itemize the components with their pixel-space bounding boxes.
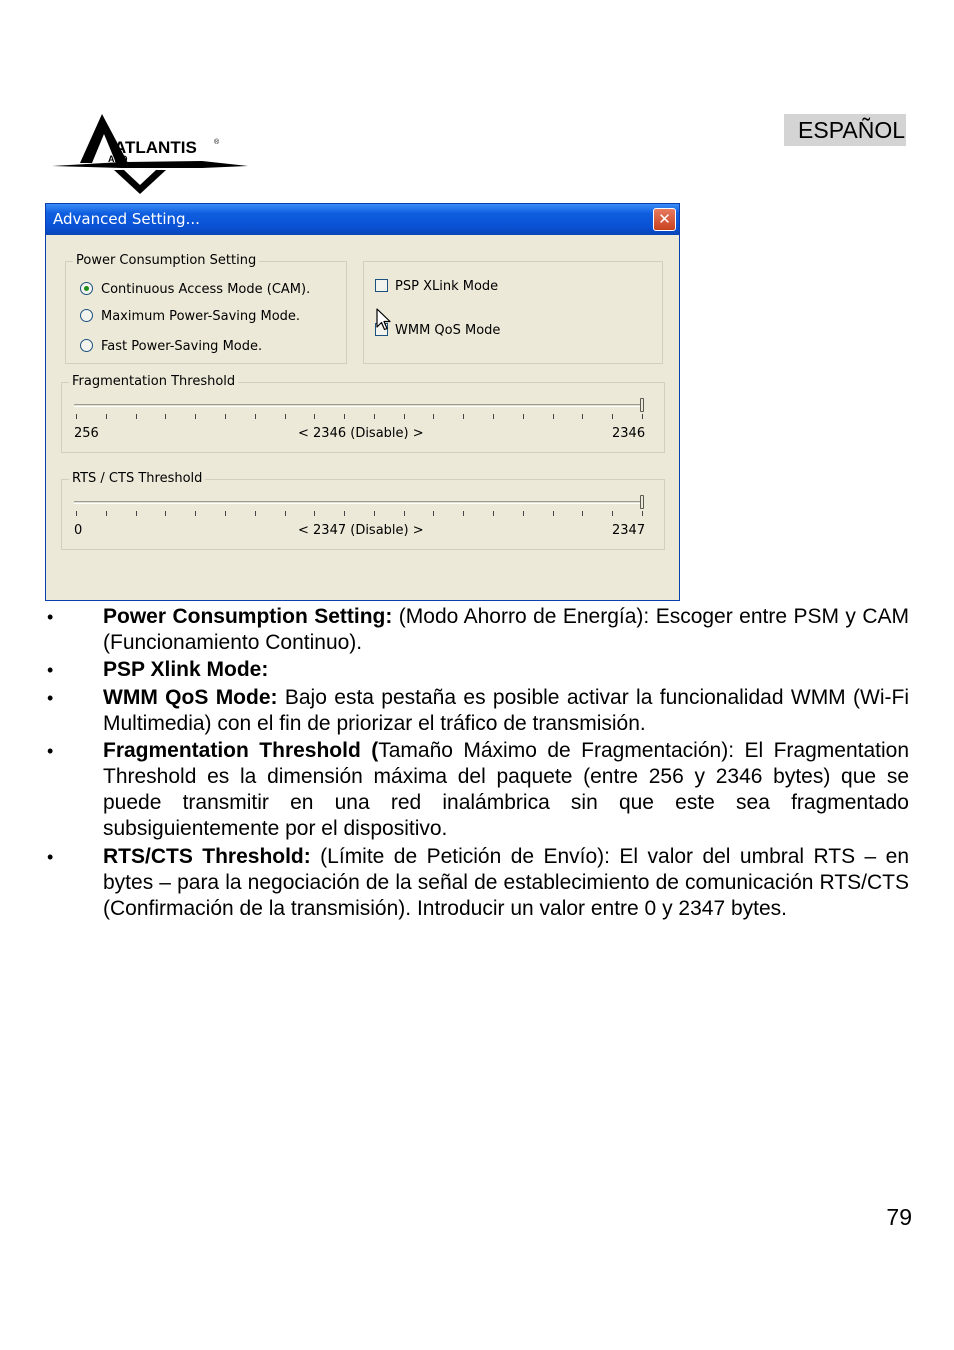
bullet-text: Bajo esta pestaña es posible activar la funcionalidad WMM (Wi-Fi Multimedia) con el fin de priorizar el tráfico de transmisión. <box>103 686 909 735</box>
bullet-title: PSP Xlink Mode: <box>103 658 269 681</box>
bullet-fragmentation <box>47 738 909 842</box>
fragmentation-slider-track[interactable] <box>74 404 644 407</box>
slider-tick <box>314 414 315 419</box>
slider-tick <box>523 511 524 516</box>
bullet-text: Tamaño Máximo de Fragmentación): El Fragmentation Threshold es la dimensión máxima del paquete (entre 256 y 2346 bytes) que se puede transmitir en una red inalámbrica sin que este sea fragmentado subsiguientemente por el dispositivo. <box>103 739 909 840</box>
advanced-setting-dialog <box>45 203 680 601</box>
slider-tick <box>612 511 613 516</box>
checkbox-wmm-qos-label: WMM QoS Mode <box>395 323 501 338</box>
bullet-wmm-qos <box>47 685 909 737</box>
rts-min: 0 <box>74 523 83 538</box>
slider-tick <box>76 414 77 419</box>
slider-tick <box>642 511 643 516</box>
fragmentation-legend: Fragmentation Threshold <box>69 374 238 389</box>
checkbox-psp-xlink[interactable] <box>375 279 498 294</box>
bullet-rts-cts <box>47 844 909 922</box>
bullet-power-consumption <box>47 604 910 656</box>
bullet-icon: • <box>47 607 54 627</box>
rts-current: < 2347 (Disable) > <box>298 523 424 538</box>
slider-tick <box>493 414 494 419</box>
slider-tick <box>493 511 494 516</box>
radio-fast-psm[interactable] <box>80 339 262 354</box>
bullet-icon: • <box>47 688 54 708</box>
slider-tick <box>136 414 137 419</box>
bullet-psp-xlink <box>47 657 909 683</box>
slider-tick <box>523 414 524 419</box>
atlantis-logo <box>52 108 250 200</box>
bullet-title: RTS/CTS Threshold: <box>103 845 311 868</box>
slider-tick <box>76 511 77 516</box>
rts-cts-legend: RTS / CTS Threshold <box>69 471 205 486</box>
slider-tick <box>433 511 434 516</box>
slider-tick <box>195 414 196 419</box>
radio-unselected-icon <box>80 309 93 322</box>
radio-cam[interactable] <box>80 282 310 297</box>
fragmentation-current: < 2346 (Disable) > <box>298 426 424 441</box>
mode-group <box>363 261 663 364</box>
bullet-icon: • <box>47 660 54 680</box>
slider-tick <box>582 511 583 516</box>
slider-tick <box>285 511 286 516</box>
rts-slider-track[interactable] <box>74 501 644 504</box>
rts-slider-thumb[interactable] <box>640 495 644 509</box>
slider-tick <box>106 414 107 419</box>
slider-tick <box>404 511 405 516</box>
slider-tick <box>553 511 554 516</box>
slider-tick <box>225 414 226 419</box>
slider-tick <box>255 414 256 419</box>
slider-tick <box>225 511 226 516</box>
language-label: ESPAÑOL <box>784 114 906 146</box>
slider-tick <box>165 414 166 419</box>
fragmentation-min: 256 <box>74 426 99 441</box>
power-consumption-legend: Power Consumption Setting <box>73 253 259 268</box>
slider-tick <box>612 414 613 419</box>
fragmentation-slider-thumb[interactable] <box>640 398 644 412</box>
slider-tick <box>106 511 107 516</box>
logo-sub: AND <box>108 154 128 164</box>
slider-tick <box>136 511 137 516</box>
bullet-text: (Límite de Petición de Envío): El valor del umbral RTS – en bytes – para la negociación de la señal de establecimiento de comunicación RTS/CTS (Confirmación de la transmisión). Introducir un valor entre 0 y 2347 bytes. <box>103 845 909 920</box>
bullet-title: WMM QoS Mode: <box>103 686 278 709</box>
slider-tick <box>344 511 345 516</box>
slider-tick <box>463 414 464 419</box>
checkbox-icon <box>375 279 388 292</box>
close-icon[interactable]: ✕ <box>653 208 676 231</box>
fragmentation-group <box>61 374 665 453</box>
logo-name: ATLANTIS <box>114 138 197 157</box>
checkbox-psp-xlink-label: PSP XLink Mode <box>395 279 499 294</box>
logo-reg: ® <box>214 139 220 146</box>
radio-fast-psm-label: Fast Power-Saving Mode. <box>101 339 263 354</box>
slider-tick <box>582 414 583 419</box>
rts-cts-group <box>61 471 665 550</box>
slider-tick <box>314 511 315 516</box>
slider-tick <box>285 414 286 419</box>
power-consumption-group <box>65 253 347 364</box>
dialog-title: Advanced Setting... <box>53 210 200 228</box>
bullet-title: Fragmentation Threshold ( <box>103 739 379 762</box>
slider-tick <box>642 414 643 419</box>
bullet-title: Power Consumption Setting: <box>103 605 393 628</box>
radio-unselected-icon <box>80 339 93 352</box>
radio-cam-label: Continuous Access Mode (CAM). <box>101 282 311 297</box>
slider-tick <box>195 511 196 516</box>
slider-tick <box>374 511 375 516</box>
bullet-icon: • <box>47 741 54 761</box>
slider-tick <box>463 511 464 516</box>
radio-selected-icon <box>80 282 93 295</box>
radio-max-psm[interactable] <box>80 309 300 324</box>
slider-tick <box>404 414 405 419</box>
rts-max: 2347 <box>612 523 646 538</box>
mouse-cursor-icon <box>376 308 392 336</box>
slider-tick <box>553 414 554 419</box>
slider-tick <box>374 414 375 419</box>
slider-tick <box>165 511 166 516</box>
dialog-title-bar <box>46 204 679 235</box>
slider-tick <box>344 414 345 419</box>
checkbox-wmm-qos[interactable] <box>375 323 500 338</box>
radio-max-psm-label: Maximum Power-Saving Mode. <box>101 309 301 324</box>
fragmentation-max: 2346 <box>612 426 646 441</box>
page-number: 79 <box>886 1204 912 1230</box>
bullet-text: (Modo Ahorro de Energía): Escoger entre PSM y CAM (Funcionamiento Continuo). <box>103 605 910 654</box>
bullet-icon: • <box>47 847 54 867</box>
slider-tick <box>255 511 256 516</box>
slider-tick <box>433 414 434 419</box>
